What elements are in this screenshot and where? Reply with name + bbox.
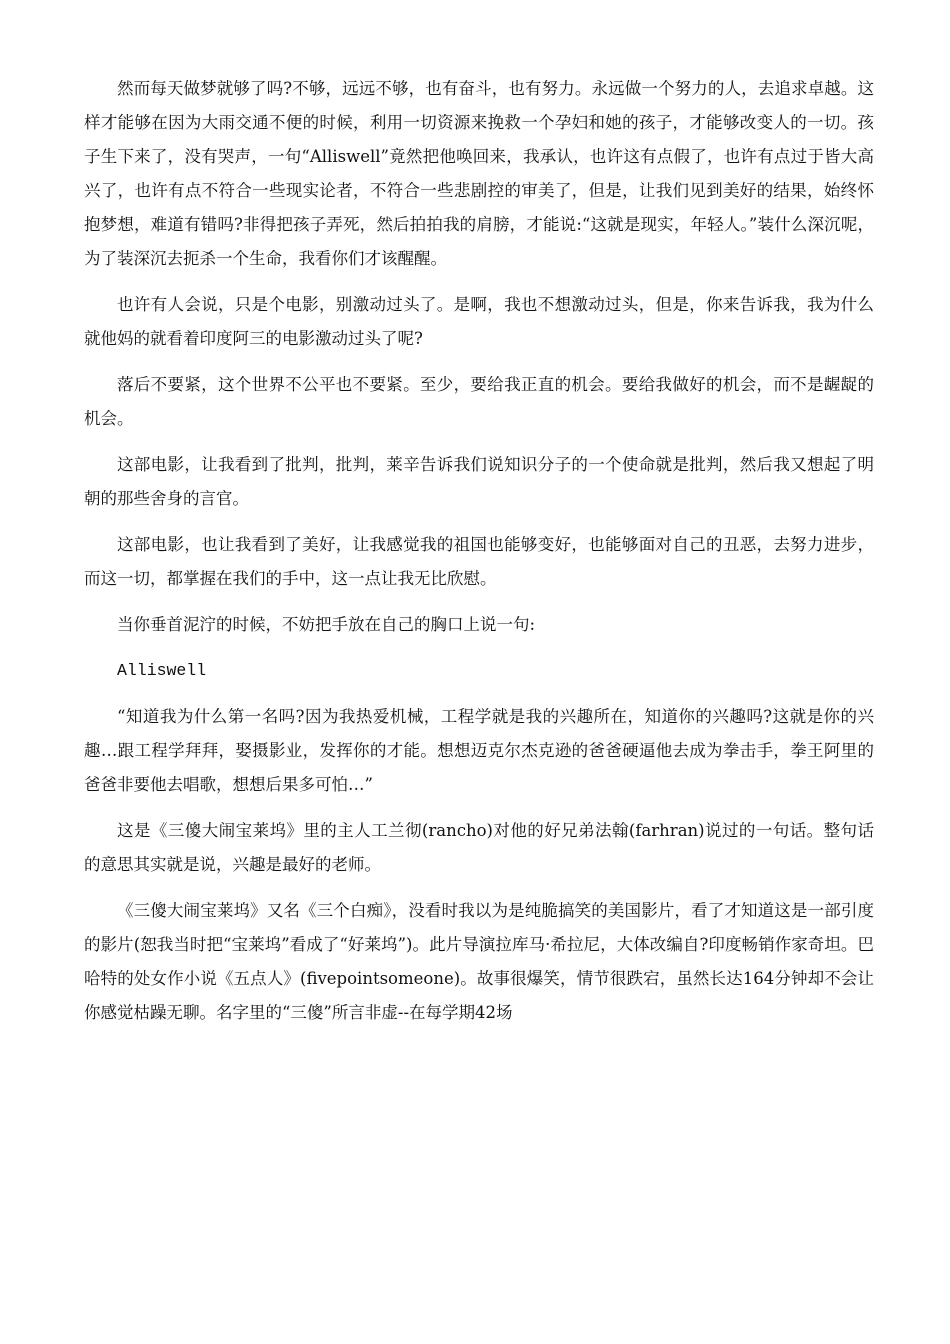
paragraph-quote-interest: “知道我为什么第一名吗?因为我热爱机械，工程学就是我的兴趣所在，知道你的兴趣吗?这就是你的兴趣…跟工程学拜拜，娶摄影业，发挥你的才能。想想迈克尔杰克逊的爸爸硬逼他去成为拳击手，拳王阿里的爸爸非要他去唱歌，想想后果多可怕…” [84, 707, 874, 794]
paragraph-film-introduction: 《三傻大闹宝莱坞》又名《三个白痴》，没看时我以为是纯脆搞笑的美国影片，看了才知道这是一部引度的影片(恕我当时把“宝莱坞”看成了“好莱坞”)。此片导演拉库马·希拉尼，大体改编自?印度畅销作家奇坦。巴哈特的处女作小说《五点人》(fivepointsomeone)。故事很爆笑，情节很跌宕，虽然长达164分钟却不会让你感觉枯躁无聊。名字里的“三傻”所言非虚--在每学期42场 [84, 901, 874, 1022]
paragraph-criticism: 这部电影，让我看到了批判，批判，莱辛告诉我们说知识分子的一个使命就是批判，然后我又想起了明朝的那些舍身的言官。 [84, 455, 874, 508]
paragraph-hope-for-country: 这部电影，也让我看到了美好，让我感觉我的祖国也能够变好，也能够面对自己的丑恶，去努力进步，而这一切，都掌握在我们的手中，这一点让我无比欣慰。 [84, 535, 874, 588]
paragraph-rancho-to-farhan: 这是《三傻大闹宝莱坞》里的主人工兰彻(rancho)对他的好兄弟法翰(farhran)说过的一句话。整句话的意思其实就是说，兴趣是最好的老师。 [84, 821, 874, 874]
paragraph-just-a-movie: 也许有人会说，只是个电影，别激动过头了。是啊，我也不想激动过头，但是，你来告诉我，我为什么就他妈的就看着印度阿三的电影激动过头了呢? [84, 295, 874, 348]
paragraph-dreams-and-effort: 然而每天做梦就够了吗?不够，远远不够，也有奋斗，也有努力。永远做一个努力的人，去追求卓越。这样才能够在因为大雨交通不便的时候，利用一切资源来挽救一个孕妇和她的孩子，才能够改变人的一切。孩子生下来了，没有哭声，一句“Alliswell”竟然把他唤回来，我承认，也许这有点假了，也许有点过于皆大高兴了，也许有点不符合一些现实论者，不符合一些悲剧控的审美了，但是，让我们见到美好的结果，始终怀抱梦想，难道有错吗?非得把孩子弄死，然后拍拍我的肩膀，才能说:“这就是现实，年轻人。”装什么深沉呢，为了装深沉去扼杀一个生命，我看你们才该醒醒。 [84, 79, 874, 268]
paragraph-fair-chance: 落后不要紧，这个世界不公平也不要紧。至少，要给我正直的机会。要给我做好的机会，而不是龌龊的机会。 [84, 375, 874, 428]
paragraph-hand-on-chest: 当你垂首泥泞的时候，不妨把手放在自己的胸口上说一句: [117, 615, 536, 634]
paragraph-all-is-well: Alliswell [117, 661, 207, 680]
document-page [84, 72, 874, 1042]
